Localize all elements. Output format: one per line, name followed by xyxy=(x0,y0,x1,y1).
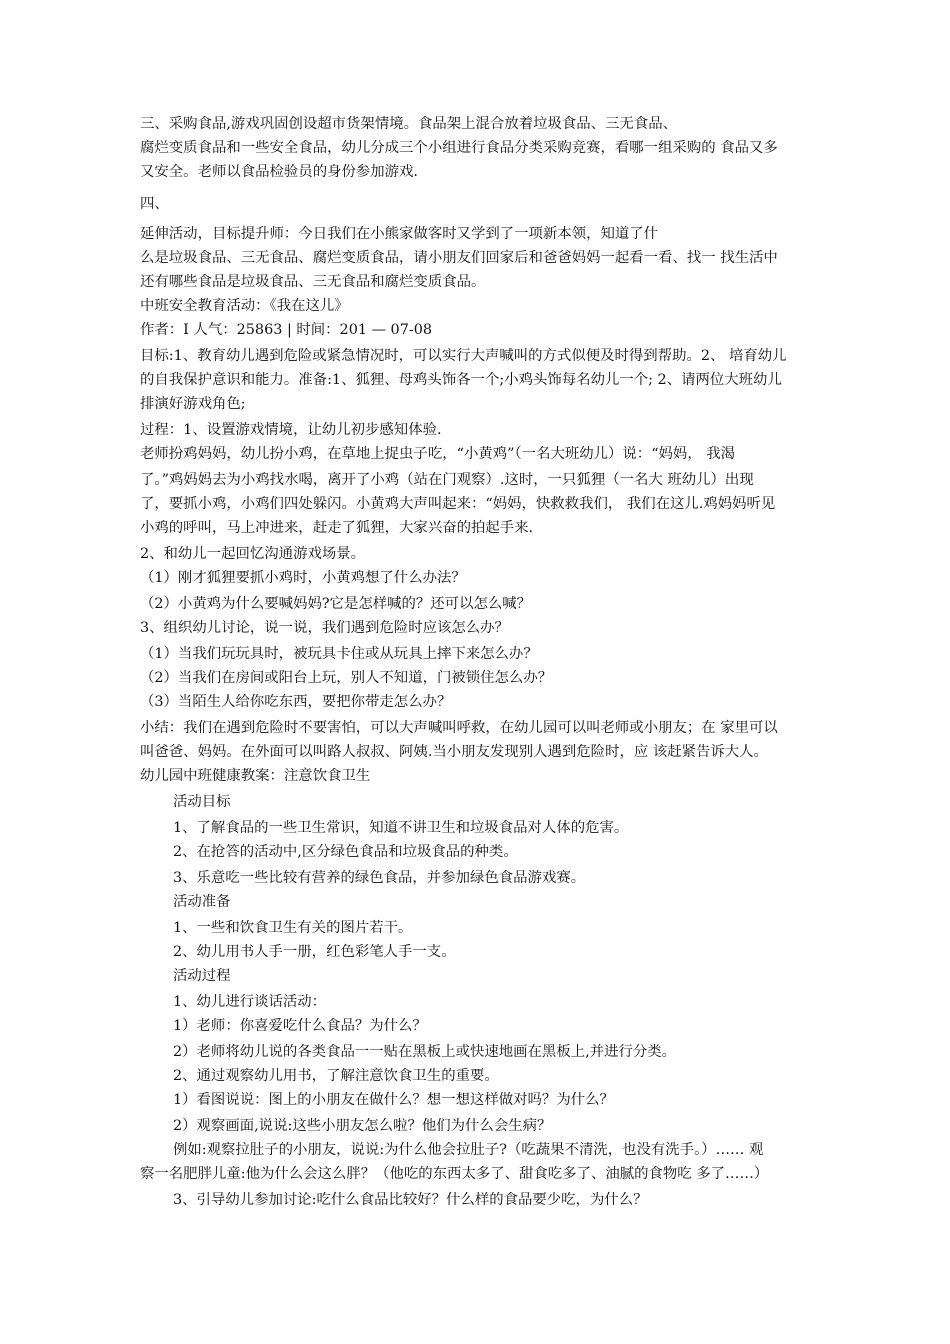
article-meta: 作者：I 人气：25863 | 时间：201 — 07-08 xyxy=(140,322,433,338)
text-line: 察一名肥胖儿童:他为什么会这么胖？（他吃的东西太多了、甜食吃多了、油腻的食物吃 多了……） xyxy=(140,1166,769,1182)
text-line: 了。”鸡妈妈去为小鸡找水喝，离开了小鸡（站在门观察）.这时，一只狐狸（一名大 班幼儿）出现 xyxy=(140,472,754,488)
text-line: 1）老师：你喜爱吃什么食品？为什么？ xyxy=(173,1018,427,1034)
text-line: 3、组织幼儿讨论，说一说，我们遇到危险时应该怎么办？ xyxy=(140,620,509,636)
text-line: 么是垃圾食品、三无食品、腐烂变质食品，请小朋友们回家后和爸爸妈妈一起看一看、找一 找生活中 xyxy=(140,250,778,266)
text-line: 3、引导幼儿参加讨论:吃什么食品比较好？什么样的食品要少吃，为什么？ xyxy=(173,1192,648,1208)
text-line: （1）刚才狐狸要抓小鸡时，小黄鸡想了什么办法？ xyxy=(140,570,466,586)
text-line: （1）当我们玩玩具时，被玩具卡住或从玩具上摔下来怎么办？ xyxy=(140,646,538,662)
text-line: （2）当我们在房间或阳台上玩，别人不知道，门被锁住怎么办？ xyxy=(140,670,553,686)
text-line: 2）老师将幼儿说的各类食品一一贴在黑板上或快速地画在黑板上,并进行分类。 xyxy=(173,1044,677,1060)
text-line: （3）当陌生人给你吃东西，要把你带走怎么办？ xyxy=(140,694,452,710)
section-heading: 活动过程 xyxy=(173,968,231,984)
text-line: 目标:1、教育幼儿遇到危险或紧急情况时，可以实行大声喊叫的方式似便及时得到帮助。2、 培育幼儿 xyxy=(140,348,787,364)
text-line: 2、和幼儿一起回忆沟通游戏场景。 xyxy=(140,546,366,562)
text-line: 2、通过观察幼儿用书，了解注意饮食卫生的重要。 xyxy=(173,1068,499,1084)
text-line: 2、幼儿用书人手一册，红色彩笔人手一支。 xyxy=(173,944,456,960)
text-line: 叫爸爸、妈妈。在外面可以叫路人叔叔、阿姨.当小朋友发现别人遇到危险时，应 该赶紧告诉大人。 xyxy=(140,744,768,760)
text-line: 1、幼儿进行谈话活动： xyxy=(173,994,327,1010)
section-heading: 四、 xyxy=(140,196,169,212)
text-line: 2）观察画面,说说:这些小朋友怎么啦？他们为什么会生病？ xyxy=(173,1118,552,1134)
section-heading: 活动目标 xyxy=(173,794,231,810)
text-line: 的自我保护意识和能力。准备:1、狐狸、母鸡头饰各一个;小鸡头饰每名幼儿一个; 2、请两位大班幼儿 xyxy=(140,372,782,388)
text-line: 过程：1、设置游戏情境，让幼儿初步感知体验. xyxy=(140,422,442,438)
text-line: 例如:观察拉肚子的小朋友，说说:为什么他会拉肚子?（吃蔬果不清洗，也没有洗手。）…… 观 xyxy=(173,1142,764,1158)
text-line: 延伸活动，目标提升师：今日我们在小熊家做客时又学到了一项新本领，知道了什 xyxy=(140,226,659,242)
text-line: 小结：我们在遇到危险时不要害怕，可以大声喊叫呼救，在幼儿园可以叫老师或小朋友；在 家里可以 xyxy=(140,720,778,736)
text-line: （2）小黄鸡为什么要喊妈妈?它是怎样喊的？还可以怎么喊？ xyxy=(140,596,532,612)
text-line: 老师扮鸡妈妈，幼儿扮小鸡，在草地上捉虫子吃，“小黄鸡”（一名大班幼儿）说：“妈妈， 我渴 xyxy=(140,446,736,462)
text-line: 2、在抢答的活动中,区分绿色食品和垃圾食品的种类。 xyxy=(173,844,518,860)
text-line: 3、乐意吃一些比较有营养的绿色食品，并参加绿色食品游戏赛。 xyxy=(173,870,586,886)
section-heading: 活动准备 xyxy=(173,894,231,910)
text-line: 三、采购食品,游戏巩固创设超市货架情境。食品架上混合放着垃圾食品、三无食品、 xyxy=(140,116,678,132)
article-title: 幼儿园中班健康教案：注意饮食卫生 xyxy=(140,768,371,784)
article-title: 中班安全教育活动：《我在这儿》 xyxy=(140,298,349,314)
text-line: 了，要抓小鸡，小鸡们四处躲闪。小黄鸡大声叫起来：“妈妈，快救救我们， 我们在这儿.鸡妈妈听见 xyxy=(140,496,776,512)
text-line: 小鸡的呼叫，马上冲进来，赶走了狐狸，大家兴奋的拍起手来. xyxy=(140,520,534,536)
text-line: 还有哪些食品是垃圾食品、三无食品和腐烂变质食品。 xyxy=(140,274,486,290)
text-line: 又安全。老师以食品检验员的身份参加游戏. xyxy=(140,164,418,180)
text-line: 1、一些和饮食卫生有关的图片若干。 xyxy=(173,920,413,936)
text-line: 1、了解食品的一些卫生常识，知道不讲卫生和垃圾食品对人体的危害。 xyxy=(173,820,629,836)
text-line: 腐烂变质食品和一些安全食品，幼儿分成三个小组进行食品分类采购竞赛，看哪一组采购的 食品又多 xyxy=(140,140,778,156)
text-line: 1）看图说说：图上的小朋友在做什么？想一想这样做对吗？为什么？ xyxy=(173,1092,614,1108)
text-line: 排演好游戏角色; xyxy=(140,396,246,412)
